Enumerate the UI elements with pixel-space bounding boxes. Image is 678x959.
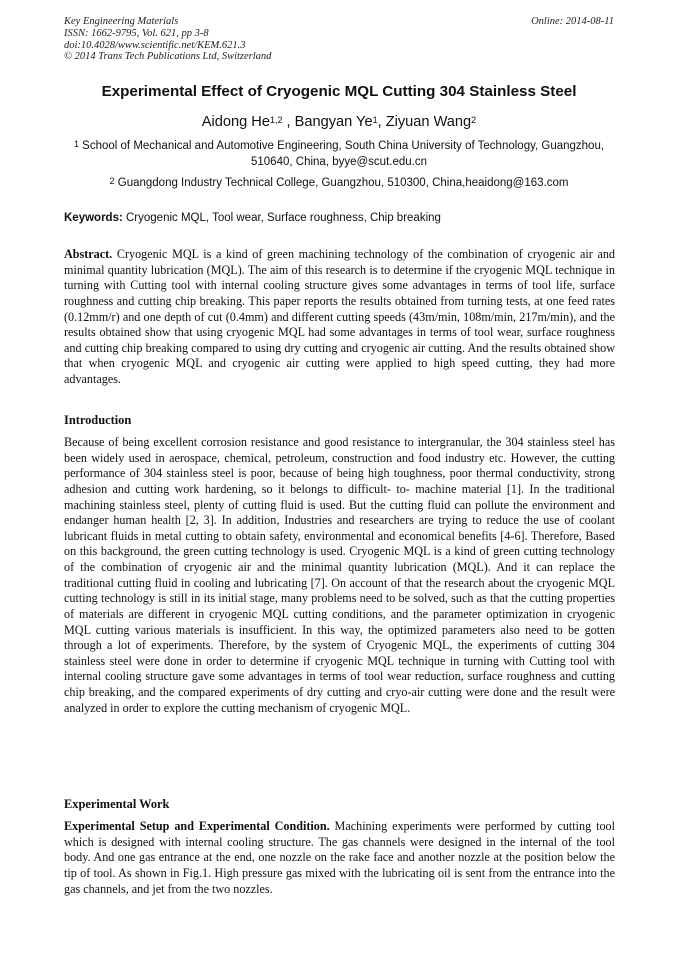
affiliation-mark: 2	[109, 176, 115, 186]
journal-copyright: © 2014 Trans Tech Publications Ltd, Switzerland	[64, 51, 272, 63]
author-name: Ziyuan Wang	[385, 114, 472, 130]
abstract-text: Cryogenic MQL is a kind of green machining technology of the combination of cryogenic air and minimal quantity lubrication (MQL). The aim of this research is to determine if the cryogenic MQL technique in turning with Cutting tool with internal cooling structure gives some advantages in terms of tool life, surface roughness and cutting chip breaking. This paper reports the results obtained from turning tests, at one feed rates (0.12mm/r) and one depth of cut (0.4mm) and different cutting speeds (43m/min, 108m/min, 217m/min), and the results obtained show that using cryogenic MQL had some advantages in terms of tool wear, surface roughness and cutting chip breaking compared to using dry cutting and cryogenic air cutting. And the results obtained show that when cryogenic MQL and cryogenic air cutting were applied to high speed cutting, they had more advantages.	[64, 247, 615, 386]
section-heading-introduction: Introduction	[64, 413, 132, 427]
experimental-setup-text: Machining experiments were performed by cutting tool which is designed with internal cooling structure. The gas channels were designed in the internal of the tool body. And one gas entrance at the end, one nozzle on the rake face and another nozzle at the position below the tip of tool. As shown in Fig.1. High pressure gas mixed with the lubricating oil is sent from the entrance into the gas channels, and jet from the two nozzles.	[64, 819, 615, 896]
section-heading-experimental-work: Experimental Work	[64, 797, 170, 811]
affiliation-text: School of Mechanical and Automotive Engineering, South China University of Technology, Guangzhou, 510640, China, byye@scut.edu.cn	[82, 140, 605, 168]
author-name: Aidong He	[201, 114, 270, 130]
keywords	[64, 211, 616, 226]
paper-title: Experimental Effect of Cryogenic MQL Cutting 304 Stainless Steel	[101, 83, 577, 100]
journal-header	[64, 16, 271, 63]
abstract-label: Abstract.	[64, 247, 113, 261]
author-name: Bangyan Ye	[294, 114, 373, 130]
journal-doi: doi:10.4028/www.scientific.net/KEM.621.3	[64, 39, 246, 51]
keywords-label: Keywords:	[64, 212, 123, 224]
affiliation-text: Guangdong Industry Technical College, Guangzhou, 510300, China,heaidong@163.com	[117, 177, 569, 189]
experimental-setup-paragraph	[64, 819, 615, 897]
author-list	[40, 113, 638, 131]
journal-issn: ISSN: 1662-9795, Vol. 621, pp 3-8	[64, 27, 209, 39]
journal-name: Key Engineering Materials	[64, 16, 179, 27]
affiliation	[60, 175, 618, 191]
affiliation-mark: 1	[73, 139, 79, 149]
keywords-text: Cryogenic MQL, Tool wear, Surface roughness, Chip breaking	[126, 212, 441, 224]
affiliation	[60, 138, 618, 170]
subsection-heading: Experimental Setup and Experimental Condition.	[64, 819, 330, 833]
author-affiliation-mark: 2	[471, 115, 477, 125]
abstract	[64, 247, 615, 388]
online-date: Online: 2014-08-11	[531, 16, 614, 27]
author-separator: ,	[286, 114, 291, 130]
introduction-paragraph: Because of being excellent corrosion resistance and good resistance to intergranular, the 304 stainless steel has been widely used in aerospace, chemical, petroleum, construction and food industry etc. However, the cutting performance of 304 stainless steel is poor, because of being high toughness, poor thermal conductivity, strong adhesion and cutting work hardening, so it belongs to difficult- to- machine material [1]. In the traditional machining stainless steel, plenty of cutting fluid is used. But the cutting fluid can pollute the environment and endanger human health [2, 3]. In addition, Industries and researchers are trying to reduce the use of coolant lubricant fluids in metal cutting to obtain safety, environmental and economical benefits [4-6]. Therefore, Based on this background, the green cutting technology is used. Cryogenic MQL is a kind of green cutting technology of the combination of cryogenic air and the minimal quantity lubrication (MQL). And it can replace the traditional cutting fluid in cooling and lubricating [7]. On account of that the research about the cryogenic MQL cutting technology is still in its initial stage, many problems need to be solved, such as that the cutting properties of materials are different in cryogenic MQL cutting conditions, and the parameter optimization in cryogenic MQL cutting various materials is insufficient. In this way, the optimized parameters also need to be gotten through a lot of experiments. Therefore, by the system of Cryogenic MQL, the experiments of cutting 304 stainless steel were done in order to determine if cryogenic MQL technique in turning with Cutting tool with internal cooling structure gave some advantages in terms of tool wear reduction, surface roughness and cutting chip breaking, and the compared experiments of dry cutting and cryo-air cutting were done and the result were analyzed in order to explore the cutting mechanism of cryogenic MQL.	[64, 435, 615, 715]
author-affiliation-mark: 1,2	[269, 115, 283, 125]
author-separator: ,	[377, 114, 382, 130]
author-affiliation-mark: 1	[372, 115, 378, 125]
